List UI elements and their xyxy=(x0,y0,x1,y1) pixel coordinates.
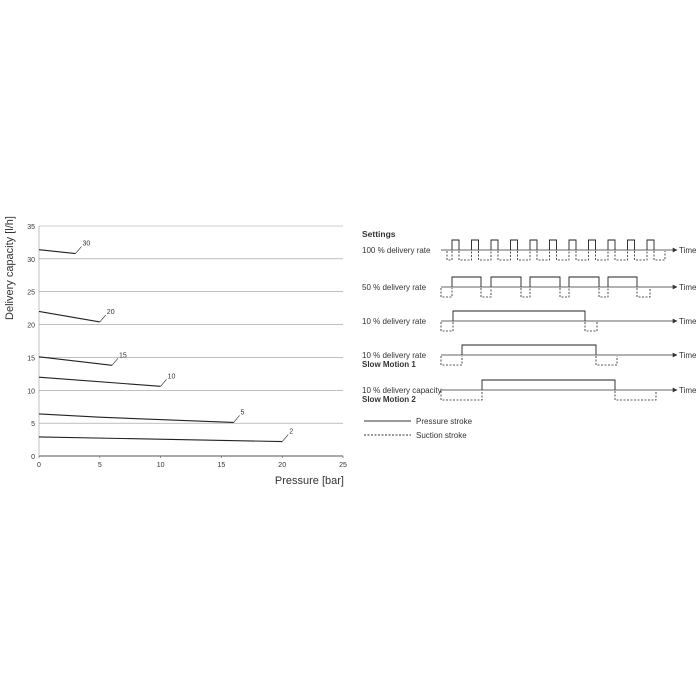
y-axis-label: Delivery capacity [l/h] xyxy=(4,216,16,320)
y-tick-label: 35 xyxy=(27,224,35,231)
time-label: Time xyxy=(679,351,697,360)
y-tick-label: 30 xyxy=(27,256,35,264)
x-tick-label: 25 xyxy=(339,462,347,469)
legend-suction-label: Suction stroke xyxy=(416,431,467,440)
series-label-30: 30 xyxy=(82,240,91,248)
suction-stroke xyxy=(441,288,650,297)
timing-row xyxy=(362,311,697,331)
y-tick-label: 10 xyxy=(27,388,35,396)
pressure-stroke xyxy=(482,380,615,390)
timing-row xyxy=(362,277,697,297)
x-tick-label: 20 xyxy=(278,462,287,469)
settings-title: Settings xyxy=(362,229,396,239)
suction-stroke xyxy=(441,356,617,365)
series-label-20: 20 xyxy=(106,308,115,316)
pressure-stroke xyxy=(452,240,654,250)
pressure-stroke xyxy=(453,311,585,321)
timing-row-label: 50 % delivery rate xyxy=(362,283,427,292)
time-label: Time xyxy=(679,283,697,292)
time-label: Time xyxy=(679,317,697,326)
timing-row-sublabel: Slow Motion 1 xyxy=(362,360,416,369)
x-tick-label: 15 xyxy=(217,462,226,469)
series-label-5: 5 xyxy=(240,409,245,417)
timing-row-label: 10 % delivery rate xyxy=(362,351,427,360)
timing-row xyxy=(362,345,697,369)
timing-row xyxy=(362,240,697,260)
x-axis-label: Pressure [bar] xyxy=(274,475,344,487)
y-tick-label: 5 xyxy=(31,421,35,429)
suction-stroke xyxy=(441,322,597,331)
series-label-15: 15 xyxy=(118,352,127,360)
time-label: Time xyxy=(679,246,697,255)
series-label-10: 10 xyxy=(167,373,176,381)
y-tick-label: 25 xyxy=(27,289,35,297)
legend-pressure-label: Pressure stroke xyxy=(416,417,473,426)
pressure-stroke xyxy=(462,345,596,355)
timing-row-label: 10 % delivery rate xyxy=(362,317,427,326)
timing-rows xyxy=(362,240,697,404)
y-tick-label: 0 xyxy=(31,454,35,461)
timing-row-sublabel: Slow Motion 2 xyxy=(362,395,416,404)
timing-row-label: 100 % delivery rate xyxy=(362,246,431,255)
x-tick-label: 10 xyxy=(156,462,165,469)
x-tick-label: 0 xyxy=(37,462,41,469)
suction-stroke xyxy=(441,391,656,400)
series-label-2: 2 xyxy=(289,428,294,436)
time-label: Time xyxy=(679,386,697,395)
y-tick-label: 20 xyxy=(27,322,35,330)
pressure-stroke xyxy=(452,277,637,287)
timing-row xyxy=(362,380,697,404)
timing-row-label: 10 % delivery capacity xyxy=(362,386,442,395)
suction-stroke xyxy=(447,251,665,260)
x-tick-label: 5 xyxy=(97,462,102,469)
y-tick-label: 15 xyxy=(27,355,35,363)
